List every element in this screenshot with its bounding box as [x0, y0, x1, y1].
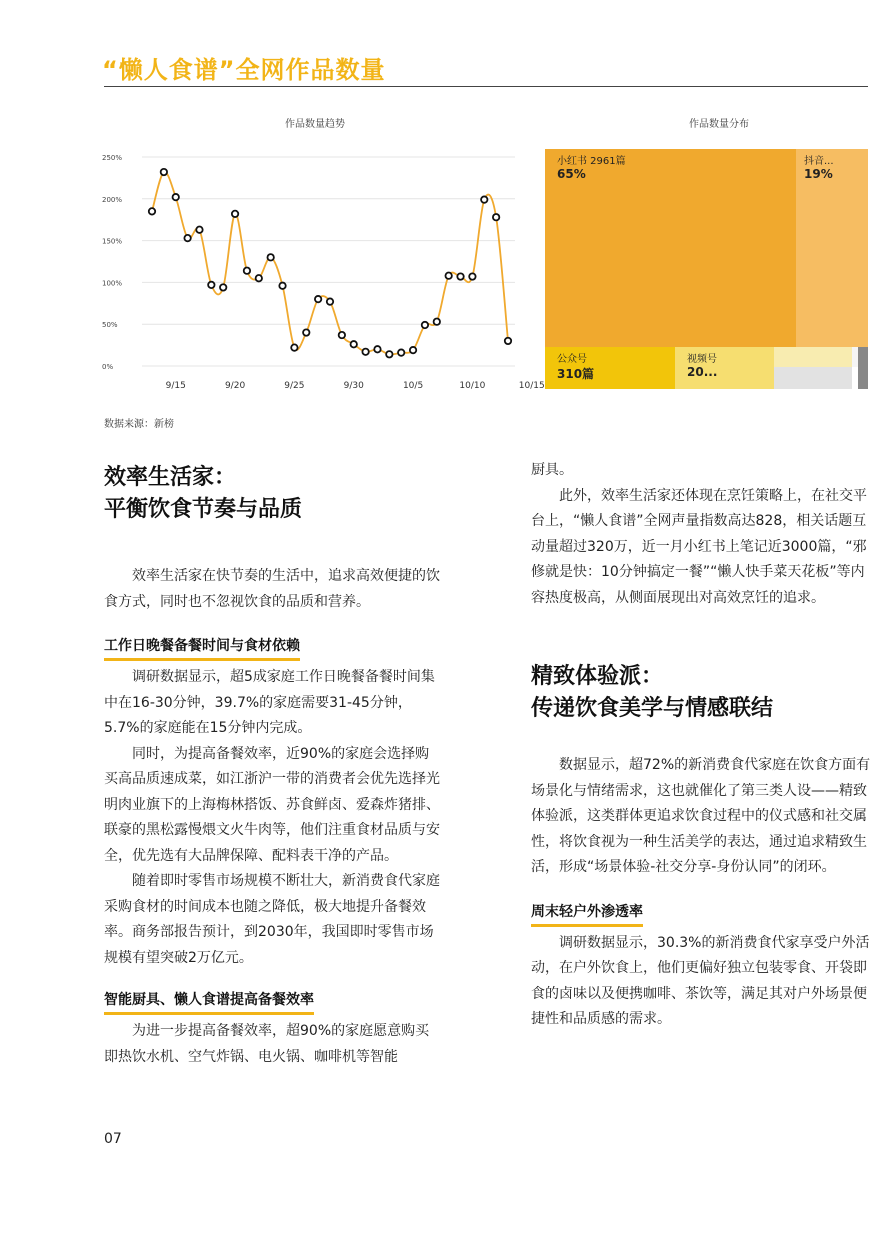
- data-point: [196, 227, 202, 233]
- distribution-treemap: [545, 149, 868, 389]
- paragraph-instant-retail: 随着即时零售市场规模不断壮大，新消费食代家庭采购食材的时间成本也随之降低，极大地提升备餐效率。商务部报告预计，到2030年，我国即时零售市场规模有望突破2万亿元。: [104, 873, 440, 966]
- trend-x-tick-labels: [166, 381, 545, 391]
- treemap-cell: [858, 347, 868, 389]
- y-tick-label: 200%: [102, 195, 123, 204]
- data-point: [232, 211, 238, 217]
- data-source-note: 数据来源：新榜: [104, 419, 174, 430]
- subheading-dinner-prep: 工作日晚餐备餐时间与食材依赖: [104, 635, 300, 661]
- paragraph-smart-appliances: 为进一步提高备餐效率，超90%的家庭愿意购买即热饮水机、空气炸锅、电火锅、咖啡机等智能: [104, 1023, 430, 1065]
- data-point: [244, 267, 250, 273]
- trend-y-tick-labels: [102, 154, 122, 371]
- x-tick-label: 10/10: [459, 381, 486, 391]
- trend-grid: [142, 157, 515, 366]
- data-point: [339, 332, 345, 338]
- data-point: [256, 275, 262, 281]
- x-tick-label: 10/5: [402, 381, 424, 391]
- page-number: 07: [104, 1131, 122, 1147]
- data-point: [173, 194, 179, 200]
- treemap-cell: [675, 347, 774, 389]
- paragraph-quick-dishes: 同时，为提高备餐效率，近90%的家庭会选择购买高品质速成菜，如江浙沪一带的消费者会优先选择光明肉业旗下的上海梅林搭饭、苏食鲜卤、爱森炸猪排、联豪的黑松露慢煨文火牛肉等，他们注重食材品质与安全，优先选有大品牌保障、配料表干净的产品。: [104, 745, 440, 864]
- data-point: [220, 284, 226, 290]
- title-divider: [104, 86, 868, 87]
- data-point: [410, 347, 416, 353]
- y-tick-label: 250%: [102, 154, 123, 162]
- subheading-weekend-outdoor: 周末轻户外渗透率: [531, 901, 643, 927]
- treemap-cell-value: 65%: [557, 167, 586, 181]
- x-tick-label: 9/25: [284, 381, 305, 391]
- data-point: [351, 341, 357, 347]
- right-column: [531, 458, 871, 1033]
- data-point: [445, 273, 451, 279]
- treemap-cell: [774, 347, 852, 367]
- data-point: [422, 322, 428, 328]
- paragraph-outdoor-activities: 调研数据显示，30.3%的新消费食代家享受户外活动，在户外饮食上，他们更偏好独立包装零食、开袋即食的卤味以及便携咖啡、茶饮等，满足其对户外场景便捷性和品质感的需求。: [531, 934, 870, 1027]
- treemap-cell-label: 公众号: [557, 354, 587, 365]
- efficiency-intro-paragraph: 效率生活家在快节奏的生活中，追求高效便捷的饮食方式，同时也不忽视饮食的品质和营养。: [104, 568, 440, 610]
- treemap-cell-value: 310篇: [557, 367, 595, 381]
- y-tick-label: 0%: [102, 363, 114, 371]
- treemap-cell: [796, 149, 868, 347]
- data-point: [303, 329, 309, 335]
- data-point: [208, 282, 214, 288]
- x-tick-label: 10/15: [518, 381, 545, 391]
- data-point: [398, 349, 404, 355]
- y-tick-label: 50%: [102, 321, 118, 330]
- treemap-cell: [545, 347, 675, 389]
- data-point: [327, 298, 333, 304]
- page-title: “懒人食谱”全网作品数量: [102, 56, 386, 84]
- section-heading-experience-line1: 精致体验派：: [531, 664, 664, 689]
- paragraph-continuation: 厨具。: [531, 462, 573, 478]
- data-point: [386, 351, 392, 357]
- left-column: [104, 462, 440, 1070]
- y-tick-label: 100%: [102, 279, 123, 288]
- data-point: [184, 235, 190, 241]
- section-heading-experience-line2: 传递饮食美学与情感联结: [531, 696, 774, 721]
- subheading-smart-kitchen: 智能厨具、懒人食谱提高备餐效率: [104, 989, 314, 1015]
- treemap-cell-label: 小红书 2961篇: [557, 156, 626, 167]
- experience-intro-paragraph: 数据显示，超72%的新消费食代家庭在饮食方面有场景化与情绪需求，这也就催化了第三类人设——精致体验派，这类群体更追求饮食过程中的仪式感和社交属性，将饮食视为一种生活美学的表达，通过追求精致生活，形成“场景体验-社交分享-身份认同”的闭环。: [531, 757, 871, 875]
- treemap-cell-label: 视频号: [687, 354, 717, 365]
- data-point: [481, 196, 487, 202]
- treemap-cell: [545, 149, 796, 347]
- section-heading-efficiency-line1: 效率生活家：: [104, 465, 237, 490]
- section-heading-efficiency-line2: 平衡饮食节奏与品质: [104, 497, 303, 522]
- data-point: [315, 296, 321, 302]
- paragraph-lazy-recipes: 此外，效率生活家还体现在烹饪策略上，在社交平台上，“懒人食谱”全网声量指数高达828，相关话题互动量超过320万，近一月小红书上笔记近3000篇，“邪修就是快：10分钟搞定一餐”“懒人快手菜天花板”等内容热度极高，从侧面展现出对高效烹饪的追求。: [531, 487, 867, 606]
- y-tick-label: 150%: [102, 237, 123, 246]
- data-point: [161, 169, 167, 175]
- data-point: [469, 273, 475, 279]
- x-tick-label: 9/30: [343, 381, 364, 391]
- data-point: [374, 346, 380, 352]
- data-point: [149, 208, 155, 214]
- data-point: [434, 318, 440, 324]
- data-point: [493, 214, 499, 220]
- distribution-chart-title: 作品数量分布: [689, 119, 749, 130]
- data-point: [362, 349, 368, 355]
- data-point: [505, 338, 511, 344]
- trend-chart-title: 作品数量趋势: [285, 119, 345, 130]
- paragraph-dinner-prep-time: 调研数据显示，超5成家庭工作日晚餐备餐时间集中在16-30分钟，39.7%的家庭需要31-45分钟，5.7%的家庭能在15分钟内完成。: [104, 669, 435, 736]
- x-tick-label: 9/15: [165, 381, 186, 391]
- treemap-cell-value: 20...: [687, 365, 718, 379]
- trend-data-points: [149, 169, 511, 358]
- data-point: [291, 344, 297, 350]
- treemap-cell-value: 19%: [804, 167, 833, 181]
- data-point: [457, 273, 463, 279]
- x-tick-label: 9/20: [224, 381, 246, 391]
- data-point: [279, 283, 285, 289]
- treemap-cell-label: 抖音...: [804, 156, 834, 167]
- treemap-cell: [774, 367, 852, 389]
- data-point: [267, 254, 273, 260]
- trend-line-chart: [100, 145, 545, 395]
